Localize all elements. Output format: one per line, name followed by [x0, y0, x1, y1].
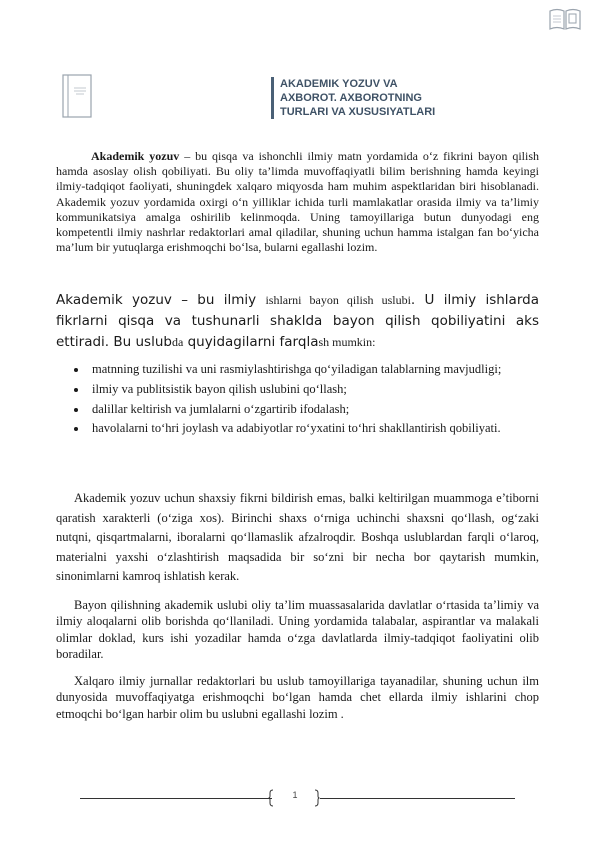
title-line-2: AXBOROT. AXBOROTNING — [280, 92, 422, 104]
page-number: 1 — [292, 790, 298, 800]
bullet-dot — [74, 408, 78, 412]
definition-part-4: da — [171, 335, 184, 349]
intro-term: Akademik yozuv — [91, 149, 180, 163]
bullet-dot — [74, 368, 78, 372]
footer-divider-right — [320, 798, 515, 799]
list-item-text: ilmiy va publitsistik bayon qilish uslubini qo‘llash; — [92, 381, 347, 396]
bracket-left-icon — [268, 789, 274, 807]
intro-paragraph — [56, 149, 539, 255]
definition-paragraph — [56, 290, 539, 353]
list-item — [74, 360, 539, 380]
definition-part-6: sh mumkin: — [318, 335, 376, 349]
book-icon — [548, 7, 582, 31]
title-line-3: TURLARI VA XUSUSIYATLARI — [280, 106, 436, 118]
list-item-text: dalillar keltirish va jumlalarni o‘zgartirib ifodalash; — [92, 401, 350, 416]
list-item — [74, 419, 539, 439]
definition-part-3: . U ilmiy ishlarda fikrlarni qisqa va tushunarli shaklda bayon qilish qobiliyatini aks ettiradi. Bu uslub — [56, 292, 539, 350]
heading-block — [271, 77, 510, 119]
feature-list — [74, 360, 539, 439]
list-item — [74, 400, 539, 420]
document-icon — [62, 74, 92, 118]
definition-part-1: Akademik yozuv – bu ilmiy — [56, 292, 266, 308]
footer-divider-left — [80, 798, 272, 799]
definition-part-2: ishlarni bayon qilish uslubi — [265, 293, 411, 307]
title-line-1: AKADEMIK YOZUV VA — [280, 78, 398, 90]
bullet-dot — [74, 388, 78, 392]
intro-text: – bu qisqa va ishonchli ilmiy matn yordamida o‘z fikrini bayon qilish hamda asoslay olish qobiliyati. Bu oliy ta’limda muvoffaqiyatli bilim berishning hamda keyingi ilmiy-tadqiqot faoliyati, shuningdek xalqaro miqyosda ham muhim aspektlaridan biri hisoblanadi. Akademik yozuv yordamida oxirgi o‘n yilliklar ichida turli mamlakatlar orasida ilmiy va ta’limiy kommunikatsiya amalga oshirilib kelinmoqda. Uning tamoyillariga butun dunyodagi eng kompetentli ilmiy nashrlar redaktorlari amal qiladilar, shuning uchun hamma istalgan fan bo‘yicha ma’lum bir yutuqlarga erishmoqchi bo‘lsa, bularni egallashi lozim. — [56, 149, 540, 255]
list-item — [74, 380, 539, 400]
definition-part-5: quyidagilarni farqla — [183, 334, 319, 350]
body-paragraph-2: Bayon qilishning akademik uslubi oliy ta’lim muassasalarida davlatlar o‘rtasida ta’limiy va ilmiy aloqalarni olib borishda qo‘llaniladi. Uning yordamida talabalar, aspirantlar va malakali olimlar doklad, kurs ishi yozadilar hamda o‘zga davlatlarda ilmiy-tadqiqot faoliyatini olib boradilar. — [56, 598, 539, 662]
body-paragraph-3: Xalqaro ilmiy jurnallar redaktorlari bu uslub tamoyillariga tayanadilar, shuning uchun ilm dunyosida muvoffaqiyatga erishmoqchi bo‘lgan hamda chet ellarda ilmiy ishlarini chop etmoqchi bo‘lgan harbir olim bu uslubni egallashi lozim . — [56, 674, 539, 721]
bullet-dot — [74, 427, 78, 431]
list-item-text: havolalarni to‘hri joylash va adabiyotlar ro‘yxatini to‘hri shakllantirish qobiliyati. — [92, 421, 501, 436]
body-paragraph-1: Akademik yozuv uchun shaxsiy fikrni bildirish emas, balki keltirilgan muammoga e’tiborni qaratish xarakterli (o‘ziga xos). Birinchi shaxs o‘rniga uchinchi shaxsni qo‘llash, og‘zaki nutqni, qisqartmalarni, iboralarni qo‘llamaslik afzalroqdir. Boshqa uslublardan farqli o‘laroq, materialni yaxshi o‘zlashtirish maqsadida bir so‘zni bir necha bor qaytarish mumkin, sinonimlarni kamroq ishlatish kerak. — [56, 491, 539, 584]
list-item-text: matnning tuzilishi va uni rasmiylashtirishga qo‘yiladigan talablarning mavjudligi; — [92, 362, 502, 376]
page-title — [280, 77, 510, 119]
